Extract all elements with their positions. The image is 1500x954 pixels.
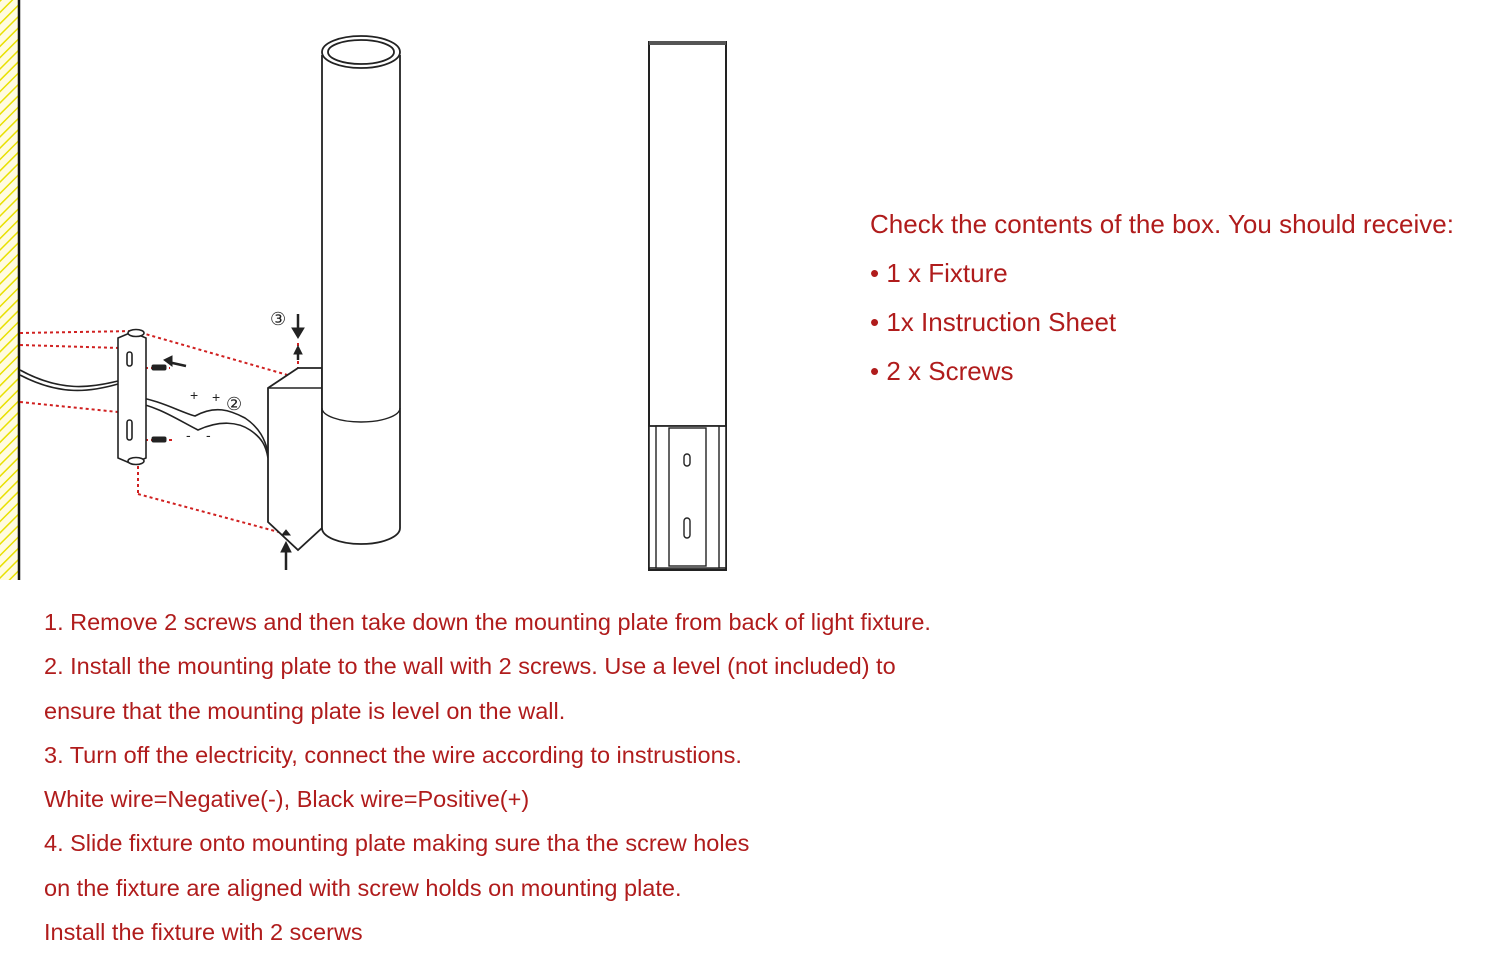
plus-sign-1: + xyxy=(190,387,199,403)
minus-sign-1: - xyxy=(186,427,191,443)
step-3-marker: ③ xyxy=(270,309,287,330)
step-3-wire-colors: White wire=Negative(-), Black wire=Positive(+) xyxy=(44,786,530,813)
step-1: 1. Remove 2 screws and then take down the mounting plate from back of light fixture. xyxy=(44,609,931,635)
contents-item-screws: • 2 x Screws xyxy=(870,356,1014,386)
box-contents-list xyxy=(870,200,1454,396)
step-4: 4. Slide fixture onto mounting plate making sure tha the screw holes xyxy=(44,830,750,857)
step-2: 2. Install the mounting plate to the wall with 2 screws. Use a level (not included) to xyxy=(44,653,896,680)
plus-sign-2: + xyxy=(212,389,221,405)
installation-steps xyxy=(44,600,931,954)
step-2-continued: ensure that the mounting plate is level on the wall. xyxy=(44,697,566,724)
fixture-back-view xyxy=(649,42,726,570)
minus-sign-2: - xyxy=(206,427,211,443)
step-4-continued: on the fixture are aligned with screw holds on mounting plate. xyxy=(44,874,682,901)
contents-item-instruction-sheet: • 1x Instruction Sheet xyxy=(870,307,1117,337)
contents-item-fixture: • 1 x Fixture xyxy=(870,258,1008,288)
fixture-side-view xyxy=(268,36,400,550)
mounting-plate xyxy=(118,330,146,465)
step-4-final: Install the fixture with 2 scerws xyxy=(44,919,363,946)
wall xyxy=(0,0,19,580)
step-3: 3. Turn off the electricity, connect the wire according to instrustions. xyxy=(44,741,742,768)
step-2-marker: ② xyxy=(226,394,243,415)
box-contents-heading: Check the contents of the box. You should receive: xyxy=(870,209,1454,239)
alignment-guides xyxy=(20,331,298,534)
